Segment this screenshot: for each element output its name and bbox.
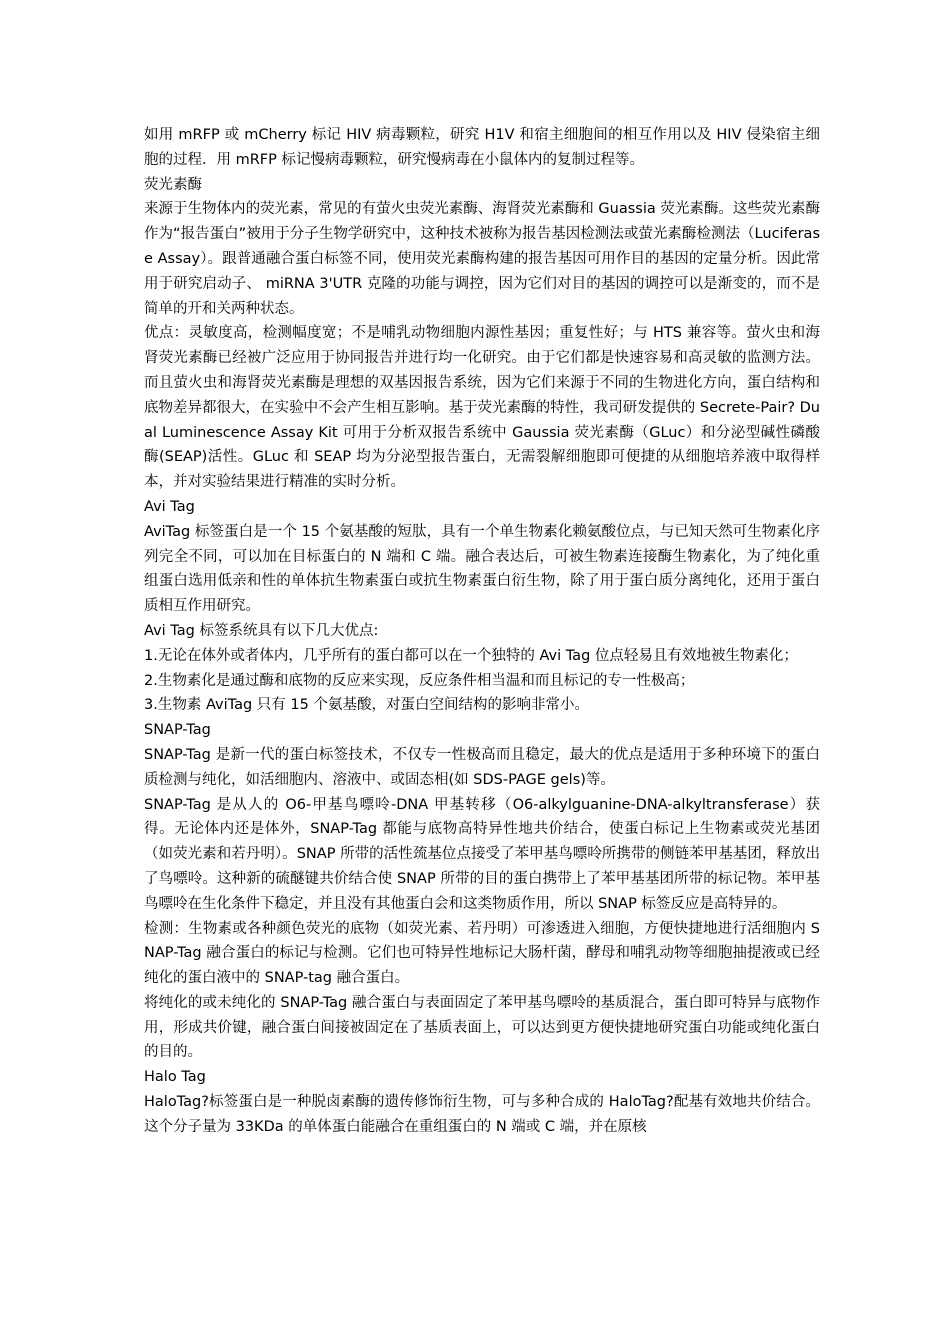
paragraph-luciferase-intro: 来源于生物体内的荧光素，常见的有萤火虫荧光素酶、海肾荧光素酶和 Guassia 荧光素酶。这些荧光素酶作为“报告蛋白”被用于分子生物学研究中，这种技术被称为报告基因检测法或萤光素酶检测法（Luciferase Assay）。跟普通融合蛋白标签不同，使用荧光素酶构建的报告基因可用作目的基因的定量分析。因此常用于研究启动子、 miRNA 3'UTR 克隆的功能与调控，因为它们对目的基因的调控可以是渐变的，而不是简单的开和关两种状态。 [144,201,820,317]
heading-avi-tag: Avi Tag [144,498,195,515]
paragraph-avitag-point-2: 2.生物素化是通过酶和底物的反应来实现，反应条件相当温和而且标记的专一性极高； [144,672,695,689]
paragraph-snaptag-intro: SNAP-Tag 是新一代的蛋白标签技术，不仅专一性极高而且稳定，最大的优点是适用于多种环境下的蛋白质检测与纯化，如活细胞内、溶液中、或固态相(如 SDS-PAGE gels)等。 [144,746,820,788]
heading-luciferase: 荧光素酶 [144,176,202,193]
paragraph-luciferase-advantages: 优点：灵敏度高，检测幅度宽；不是哺乳动物细胞内源性基因；重复性好；与 HTS 兼容等。萤火虫和海肾荧光素酶已经被广泛应用于协同报告并进行均一化研究。由于它们都是快速容易和高灵敏的监测方法。而且萤火虫和海肾荧光素酶是理想的双基因报告系统，因为它们来源于不同的生物进化方向，蛋白结构和底物差异都很大，在实验中不会产生相互影响。基于荧光素酶的特性，我司研发提供的 Secrete-Pair? Dual Luminescence Assay Kit 可用于分析双报告系统中 Gaussia 荧光素酶（GLuc）和分泌型碱性磷酸酶(SEAP)活性。GLuc 和 SEAP 均为分泌型报告蛋白，无需裂解细胞即可便捷的从细胞培养液中取得样本，并对实验结果进行精准的实时分析。 [144,325,820,491]
paragraph-avitag-advantages-title: Avi Tag 标签系统具有以下几大优点: [144,622,379,639]
paragraph-avitag-point-1: 1.无论在体外或者体内，几乎所有的蛋白都可以在一个独特的 Avi Tag 位点轻易且有效地被生物素化； [144,647,798,664]
paragraph-mrfp-hiv: 如用 mRFP 或 mCherry 标记 HIV 病毒颗粒，研究 H1V 和宿主细胞间的相互作用以及 HIV 侵染宿主细胞的过程．用 mRFP 标记慢病毒颗粒，研究慢病毒在小鼠体内的复制过程等。 [144,127,820,168]
paragraph-snaptag-mechanism: SNAP-Tag 是从人的 O6-甲基鸟嘌呤-DNA 甲基转移（O6-alkylguanine-DNA-alkyltransferase）获得。无论体内还是体外，SNAP-Tag 都能与底物高特异性地共价结合，使蛋白标记上生物素或荧光基团（如荧光素和若丹明）。SNAP 所带的活性巯基位点接受了苯甲基鸟嘌呤所携带的侧链苯甲基基团，释放出了鸟嘌呤。这种新的硫醚键共价结合使 SNAP 所带的目的蛋白携带上了苯甲基基团所带的标记物。苯甲基鸟嘌呤在生化条件下稳定，并且没有其他蛋白会和这类物质作用，所以 SNAP 标签反应是高特异的。 [144,796,820,912]
heading-snap-tag: SNAP-Tag [144,722,211,739]
paragraph-snaptag-detection: 检测：生物素或各种颜色荧光的底物（如荧光素、若丹明）可渗透进入细胞，方便快捷地进行活细胞内 SNAP-Tag 融合蛋白的标记与检测。它们也可特异性地标记大肠杆菌，酵母和哺乳动物等细胞抽提液或已经纯化的蛋白液中的 SNAP-tag 融合蛋白。 [144,920,820,987]
document-body [144,123,820,1140]
paragraph-avitag-point-3: 3.生物素 AviTag 只有 15 个氨基酸，对蛋白空间结构的影响非常小。 [144,697,589,714]
paragraph-halotag-intro: HaloTag?标签蛋白是一种脱卤素酶的遗传修饰衍生物，可与多种合成的 HaloTag?配基有效地共价结合。这个分子量为 33KDa 的单体蛋白能融合在重组蛋白的 N 端或 C 端，并在原核 [144,1094,820,1135]
paragraph-avitag-intro: AviTag 标签蛋白是一个 15 个氨基酸的短肽，具有一个单生物素化赖氨酸位点，与已知天然可生物素化序列完全不同，可以加在目标蛋白的 N 端和 C 端。融合表达后，可被生物素连接酶生物素化，为了纯化重组蛋白选用低亲和性的单体抗生物素蛋白或抗生物素蛋白衍生物，除了用于蛋白质分离纯化，还用于蛋白质相互作用研究。 [144,523,820,615]
paragraph-snaptag-immobilization: 将纯化的或未纯化的 SNAP-Tag 融合蛋白与表面固定了苯甲基鸟嘌呤的基质混合，蛋白即可特异与底物作用，形成共价键，融合蛋白间接被固定在了基质表面上，可以达到更方便快捷地研究蛋白功能或纯化蛋白的目的。 [144,994,820,1061]
heading-halo-tag: Halo Tag [144,1069,206,1086]
